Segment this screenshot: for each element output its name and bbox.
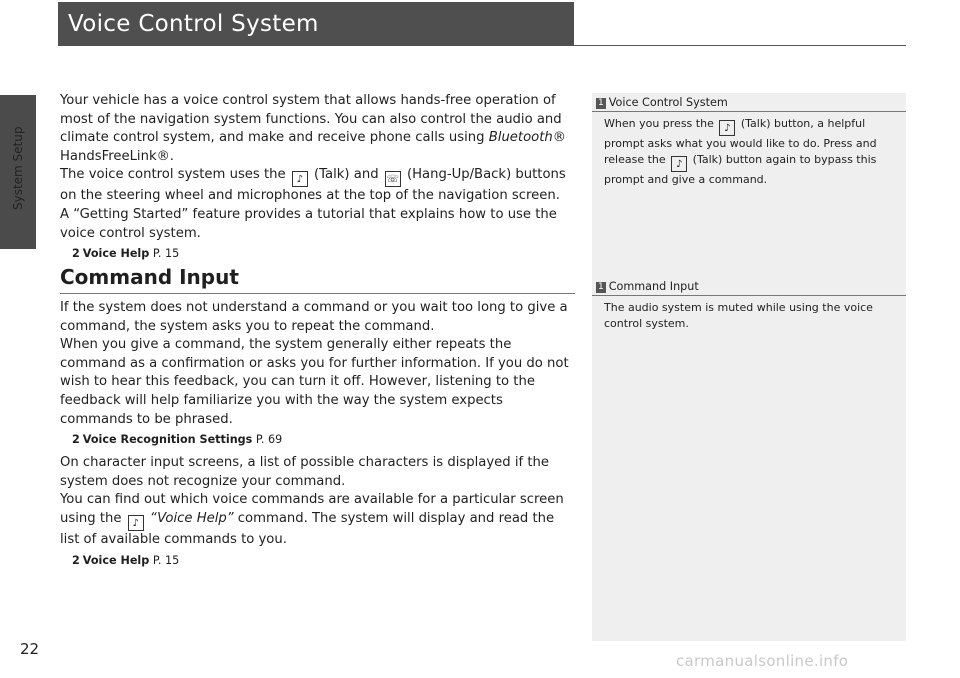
- command-paragraph-1: If the system does not understand a command or you wait too long to give a command, the system asks you to repeat the command.: [60, 300, 568, 334]
- talk-icon: ♪: [292, 171, 308, 187]
- intro-paragraph-3: A “Getting Started” feature provides a tutorial that explains how to use the voice control system.: [60, 206, 557, 241]
- intro-section: [60, 92, 575, 262]
- talk-icon: ♪: [719, 120, 735, 136]
- watermark: carmanualsonline.info: [676, 652, 849, 670]
- voice-recognition-settings-link[interactable]: 2 Voice Recognition Settings P. 69: [72, 433, 283, 447]
- note-body-voice-control: When you press the ♪ (Talk) button, a helpful prompt asks what you would like to do. Press and release the ♪ (Talk) button again to bypass this prompt and give a command.: [604, 117, 877, 186]
- command-paragraph-2: When you give a command, the system generally either repeats the command as a confirmation or asks you for further information. If you do not wish to hear this feedback, you can turn it off. However, listening to the feedback will help familiarize you with the way the system expects commands to be phrased.: [60, 337, 569, 427]
- talk-icon: ♪: [671, 156, 687, 172]
- note-body-command-input: The audio system is muted while using the voice control system.: [604, 301, 873, 330]
- page-number: 22: [20, 640, 40, 658]
- intro-paragraph-2: The voice control system uses the ♪ (Talk) and ☏ (Hang-Up/Back) buttons on the steering wheel and microphones at the top of the navigation screen.: [60, 167, 566, 204]
- page-title: Voice Control System: [58, 2, 574, 46]
- section-heading-command-input: Command Input: [60, 263, 575, 294]
- intro-paragraph-1: Your vehicle has a voice control system that allows hands-free operation of most of the navigation system functions. You can also control the audio and climate control system, and make and receive phone calls using Bluetooth® HandsFreeLink®.: [60, 93, 566, 164]
- voice-help-link-2[interactable]: 2 Voice Help P. 15: [72, 553, 180, 567]
- command-paragraph-4: You can find out which voice commands are available for a particular screen using the ♪ “Voice Help” command. The system will display and read the list of available commands to you.: [60, 492, 564, 547]
- command-paragraph-3: On character input screens, a list of possible characters is displayed if the system does not recognize your command.: [60, 455, 549, 489]
- note-heading-voice-control: 1 Voice Control System: [592, 95, 906, 112]
- section-tab-label: System Setup: [11, 126, 25, 210]
- note-heading-command-input: 1 Command Input: [592, 279, 906, 296]
- talk-icon: ♪: [128, 515, 144, 531]
- command-input-section: [60, 299, 575, 569]
- title-rule: [574, 45, 906, 46]
- voice-help-link[interactable]: 2 Voice Help P. 15: [72, 247, 180, 261]
- hang-up-back-icon: ☏: [385, 171, 401, 187]
